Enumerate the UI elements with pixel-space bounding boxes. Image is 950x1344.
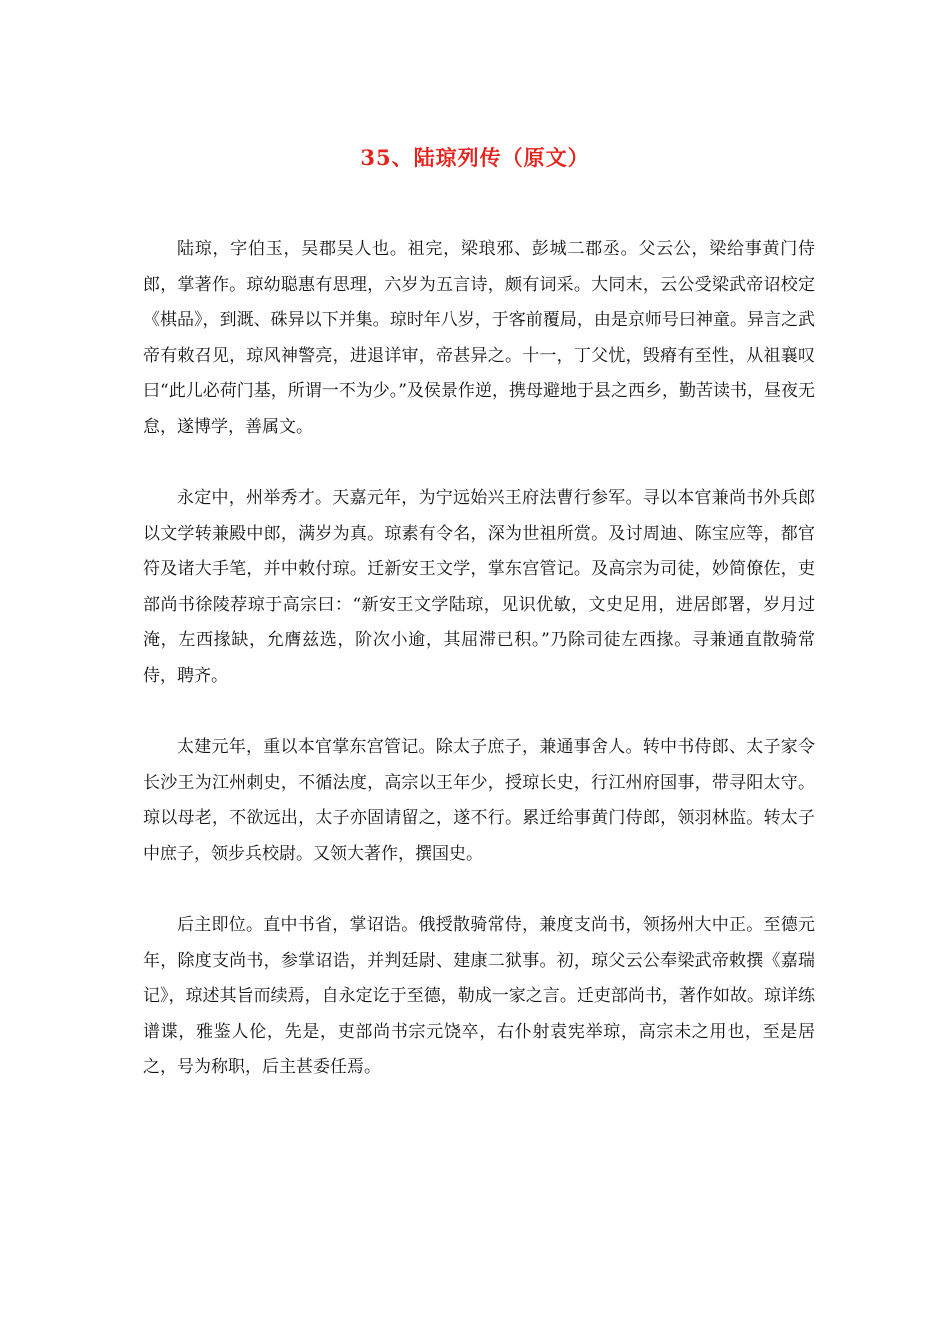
paragraph-4: 后主即位。直中书省，掌诏诰。俄授散骑常侍，兼度支尚书，领扬州大中正。至德元年，除度支尚书，参掌诏诰，并判廷尉、建康二狱事。初，琼父云公奉梁武帝敕撰《嘉瑞记》，琼述其旨而续焉，自永定讫于至德，勒成一家之言。迁吏部尚书，著作如故。琼详练谱谍，雅鉴人伦，先是，吏部尚书宗元饶卒，右仆射袁宪举琼，高宗未之用也，至是居之，号为称职，后主甚委任焉。 [143,915,815,1077]
document-title: 35、陆琼列传（原文） [360,145,590,170]
paragraph-1: 陆琼，字伯玉，吴郡吴人也。祖完，梁琅邪、彭城二郡丞。父云公，梁给事黄门侍郎，掌著作。琼幼聪惠有思理，六岁为五言诗，颇有词采。大同末，云公受梁武帝诏校定《棋品》，到溉、硃异以下并集。琼时年八岁，于客前覆局，由是京师号曰神童。异言之武帝有敕召见，琼风神警亮，进退详审，帝甚异之。十一，丁父忧，毁瘠有至性，从祖襄叹曰“此儿必荷门基，所谓一不为少。”及侯景作逆，携母避地于县之西乡，勤苦读书，昼夜无怠，遂博学，善属文。 [143,239,815,437]
document-body [143,232,815,1122]
paragraph-2: 永定中，州举秀才。天嘉元年，为宁远始兴王府法曹行参军。寻以本官兼尚书外兵郎以文学转兼殿中郎，满岁为真。琼素有令名，深为世祖所赏。及讨周迪、陈宝应等，都官符及诸大手笔，并中敕付琼。迁新安王文学，掌东宫管记。及高宗为司徒，妙简僚佐，吏部尚书徐陵荐琼于高宗曰：“新安王文学陆琼，见识优敏，文史足用，进居郎署，岁月过淹，左西掾缺，允膺兹选，阶次小逾，其屈滞已积。”乃除司徒左西掾。寻兼通直散骑常侍，聘齐。 [143,488,815,686]
paragraph-3: 太建元年，重以本官掌东宫管记。除太子庶子，兼通事舍人。转中书侍郎、太子家令长沙王为江州刺史，不循法度，高宗以王年少，授琼长史，行江州府国事，带寻阳太守。琼以母老，不欲远出，太子亦固请留之，遂不行。累迁给事黄门侍郎，领羽林监。转太子中庶子，领步兵校尉。又领大著作，撰国史。 [143,737,815,864]
